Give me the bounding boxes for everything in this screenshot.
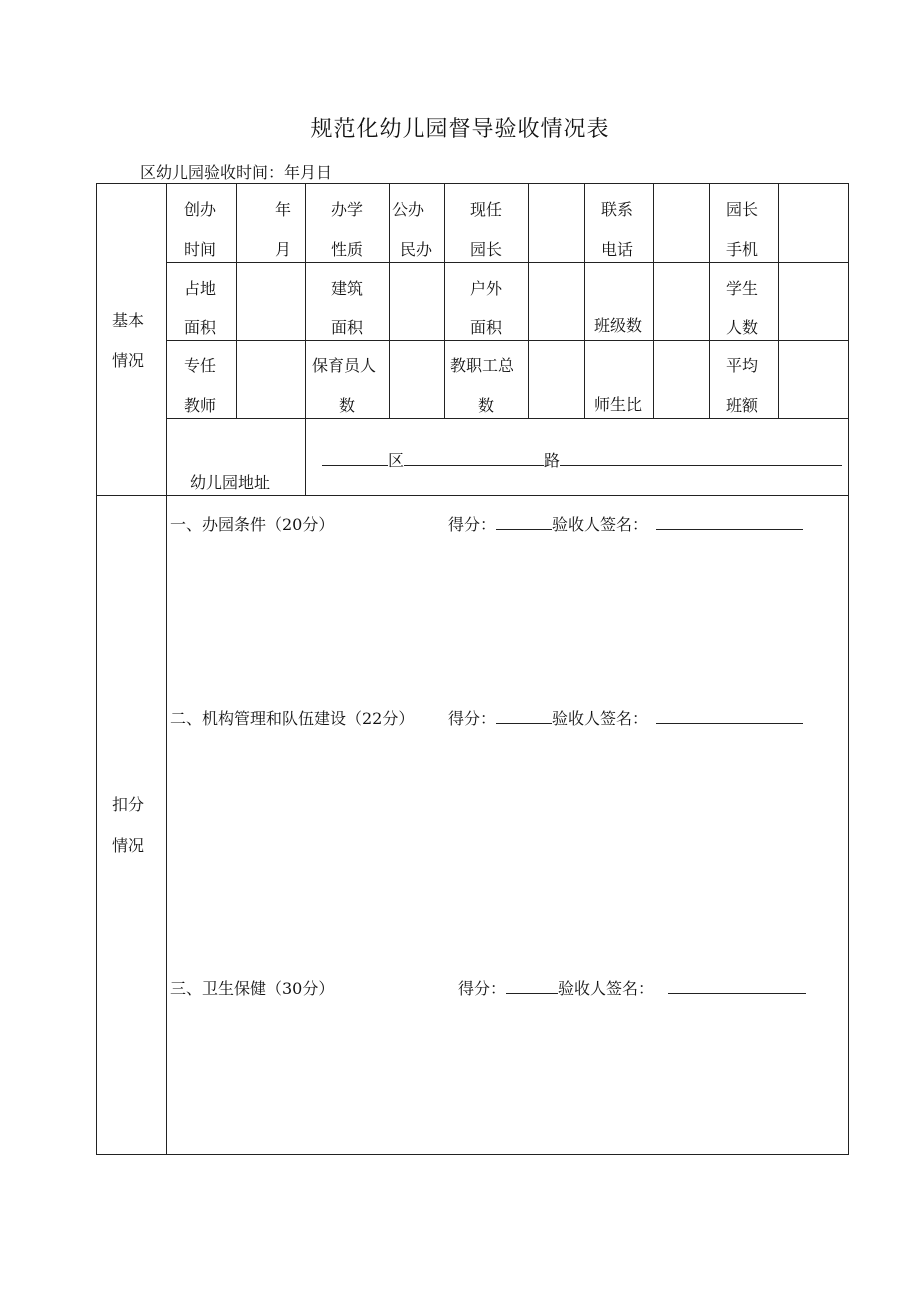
principal-mobile-label: 园长 [726, 200, 759, 219]
signature-blank[interactable] [656, 708, 803, 724]
deduct-item-1-score[interactable]: 得分： 验收人签名： [448, 512, 803, 535]
avg-class-size-label-2: 班额 [726, 396, 759, 415]
staff-total-label: 教职工总 [450, 356, 515, 375]
public-option[interactable]: 公办 [392, 200, 425, 219]
building-area-label: 建筑 [331, 279, 364, 298]
land-area-label-2: 面积 [184, 318, 217, 337]
principal-label: 现任 [470, 200, 503, 219]
score-blank[interactable] [506, 978, 558, 994]
score-blank[interactable] [496, 708, 552, 724]
signature-blank[interactable] [668, 978, 806, 994]
section-basic-label-2: 情况 [112, 351, 145, 370]
section-deduct-label-2: 情况 [112, 836, 145, 855]
staff-total-label-2: 数 [478, 396, 495, 415]
teacher-count-label: 专任 [184, 356, 217, 375]
deduct-item-3-name: 三、卫生保健（30分） [170, 979, 335, 998]
founding-time-label: 创办 [184, 200, 217, 219]
address-field[interactable] [322, 448, 842, 471]
principal-label-2: 园长 [470, 240, 503, 259]
outdoor-area-label: 户外 [470, 279, 503, 298]
contact-phone-label-2: 电话 [601, 240, 634, 259]
score-blank[interactable] [496, 514, 552, 530]
section-basic-label-1: 基本 [112, 311, 145, 330]
school-type-label: 办学 [331, 200, 364, 219]
signature-blank[interactable] [656, 514, 803, 530]
avg-class-size-label: 平均 [726, 356, 759, 375]
district-label: 区 [388, 451, 405, 470]
deduct-item-3-score[interactable]: 得分： 验收人签名： [458, 976, 806, 999]
caregiver-count-label-2: 数 [339, 396, 356, 415]
building-area-label-2: 面积 [331, 318, 364, 337]
inspection-date-line: 区幼儿园验收时间：年月日 [140, 163, 333, 182]
caregiver-count-label: 保育员人 [312, 356, 377, 375]
deduct-item-1-name: 一、办园条件（20分） [170, 515, 335, 534]
student-count-label-2: 人数 [726, 318, 759, 337]
section-deduct-label-1: 扣分 [112, 795, 145, 814]
deduct-item-2-name: 二、机构管理和队伍建设（22分） [170, 709, 415, 728]
road-label: 路 [544, 451, 561, 470]
land-area-label: 占地 [184, 279, 217, 298]
form-title: 规范化幼儿园督导验收情况表 [310, 117, 610, 142]
class-count-label: 班级数 [594, 316, 643, 335]
address-number-blank[interactable] [560, 450, 842, 466]
teacher-count-label-2: 教师 [184, 396, 217, 415]
address-road-blank[interactable] [404, 450, 544, 466]
principal-mobile-label-2: 手机 [726, 240, 759, 259]
address-label: 幼儿园地址 [190, 473, 271, 492]
student-count-label: 学生 [726, 279, 759, 298]
founding-month-label: 月 [275, 240, 292, 259]
contact-phone-label: 联系 [601, 200, 634, 219]
address-district-blank[interactable] [322, 450, 388, 466]
teacher-student-ratio-label: 师生比 [594, 395, 643, 414]
private-option[interactable]: 民办 [400, 240, 433, 259]
founding-time-label-2: 时间 [184, 240, 217, 259]
school-type-label-2: 性质 [331, 240, 364, 259]
founding-year-label: 年 [275, 200, 292, 219]
outdoor-area-label-2: 面积 [470, 318, 503, 337]
deduct-item-2-score[interactable]: 得分： 验收人签名： [448, 706, 803, 729]
